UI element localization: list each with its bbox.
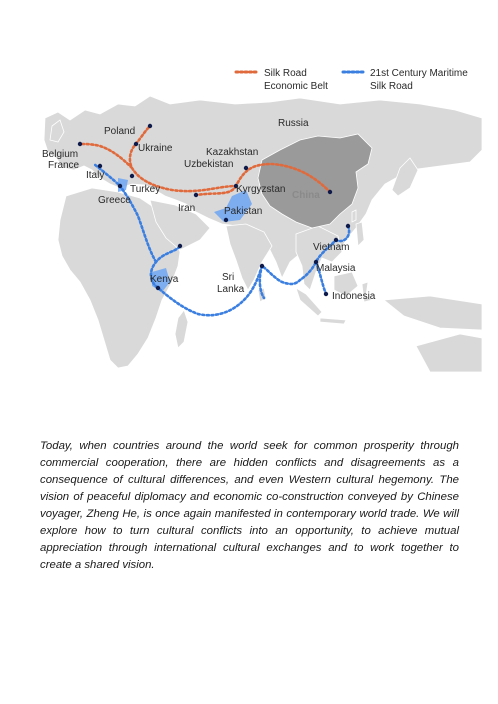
- node-poland: [148, 124, 152, 128]
- label-pakistan: Pakistan: [224, 206, 263, 217]
- taiwan-landmass: [352, 210, 356, 222]
- label-kazakhstan: Kazakhstan: [206, 147, 259, 158]
- label-poland: Poland: [104, 126, 136, 137]
- legend-sea-route-label-2: Silk Road: [370, 81, 413, 92]
- label-vietnam: Vietnam: [313, 242, 350, 253]
- label-russia: Russia: [278, 118, 309, 129]
- node-kenya: [156, 286, 160, 290]
- node-east-china: [346, 224, 350, 228]
- label-lanka: Lanka: [217, 284, 245, 295]
- madagascar-landmass: [175, 310, 188, 348]
- legend-sea-route-label-1: 21st Century Maritime: [370, 68, 468, 79]
- land-masses: [44, 96, 482, 372]
- node-sri-lanka: [260, 264, 264, 268]
- label-ukraine: Ukraine: [138, 143, 173, 154]
- node-china: [328, 190, 332, 194]
- label-iran: Iran: [178, 203, 196, 214]
- node-greece: [118, 184, 122, 188]
- label-indonesia: Indonesia: [332, 291, 376, 302]
- label-malaysia: Malaysia: [316, 263, 356, 274]
- label-uzbekistan: Uzbekistan: [184, 159, 234, 170]
- node-belgium: [78, 142, 82, 146]
- legend-land-route-label-1: Silk Road: [264, 68, 307, 79]
- label-turkey: Turkey: [130, 184, 161, 195]
- label-belgium: Belgium: [42, 149, 79, 160]
- australia-landmass: [416, 334, 482, 372]
- node-turkey: [130, 174, 134, 178]
- philippines-landmass: [356, 222, 364, 246]
- java-landmass: [320, 318, 346, 324]
- caption-paragraph: Today, when countries around the world seek for common prosperity through commercial cooperation, there are hidden conflicts and disagreements as a consequence of cultural differences, and even Western cultural hegemony. The vision of peaceful diplomacy and economic co-construction conveyed by Chinese voyager, Zheng He, is once again manifested in contemporary world trade. We will explore how to turn cultural conflicts into an opportunity, to achieve mutual appreciation through international cultural exchanges and to work together to create a shared vision.: [40, 440, 459, 571]
- node-italy: [98, 164, 102, 168]
- node-kazakhstan: [244, 166, 248, 170]
- label-italy: Italy: [86, 170, 105, 181]
- node-red-sea: [178, 244, 182, 248]
- node-indonesia: [324, 292, 328, 296]
- label-kyrgyzstan: Kyrgyzstan: [236, 184, 286, 195]
- label-kenya: Kenya: [150, 274, 179, 285]
- new-guinea-landmass: [384, 296, 482, 330]
- label-china: China: [292, 190, 320, 201]
- label-sri: Sri: [222, 272, 235, 283]
- node-iran: [194, 193, 198, 197]
- sumatra-landmass: [296, 288, 322, 316]
- legend-land-route-label-2: Economic Belt: [264, 81, 328, 92]
- legend: [236, 68, 468, 92]
- label-france: France: [48, 160, 80, 171]
- label-greece: Greece: [98, 195, 131, 206]
- node-pakistan: [224, 218, 228, 222]
